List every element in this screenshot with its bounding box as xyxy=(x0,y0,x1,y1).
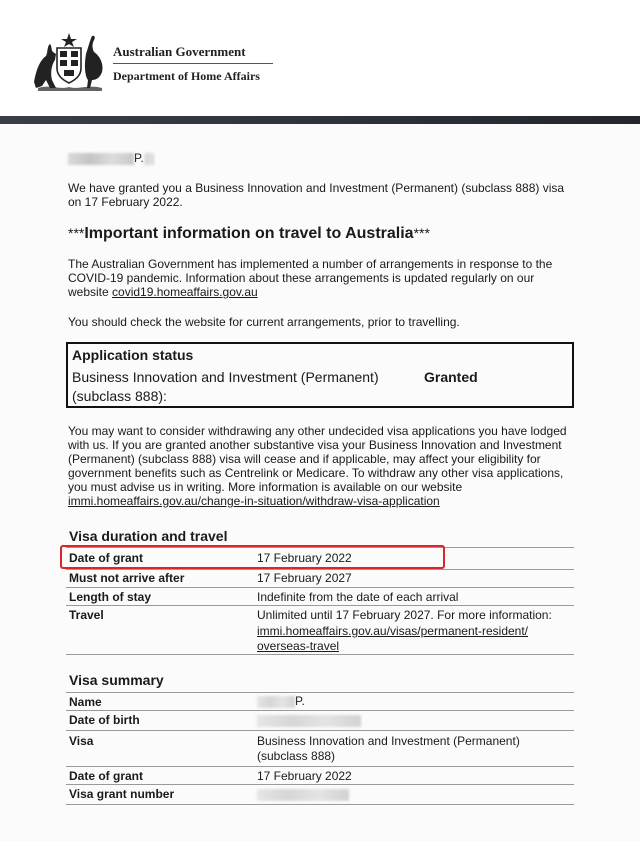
row-label: Date of grant xyxy=(69,769,144,783)
covid-link[interactable]: covid19.homeaffairs.gov.au xyxy=(112,285,258,299)
table-row xyxy=(66,784,574,805)
travel-link[interactable]: immi.homeaffairs.gov.au/visas/permanent-resident/ xyxy=(257,624,529,638)
covid-paragraph: The Australian Government has implemented a number of arrangements in response to the COVID-19 pandemic. Information about these arrangements is updated regularly on our website covid19.homeaffairs.gov.au xyxy=(68,257,553,299)
table-row xyxy=(66,766,574,785)
recipient-name xyxy=(68,151,154,165)
redacted-name-tail xyxy=(144,153,154,165)
row-label: Visa xyxy=(69,734,94,748)
row-value: 17 February 2022 xyxy=(257,769,352,783)
department-name: Department of Home Affairs xyxy=(113,69,260,83)
table-row xyxy=(66,587,574,606)
summary-section-title: Visa summary xyxy=(69,672,164,688)
row-label: Name xyxy=(69,695,102,709)
row-value: 17 February 2027 xyxy=(257,571,352,585)
table-row xyxy=(66,692,574,711)
row-label: Date of birth xyxy=(69,713,140,727)
date-of-grant-highlight xyxy=(60,545,445,569)
redacted-date-of-birth xyxy=(257,713,361,727)
row-value: (subclass 888) xyxy=(257,749,336,763)
table-end-rule xyxy=(66,654,574,656)
table-row xyxy=(66,710,574,729)
row-label: Length of stay xyxy=(69,590,152,604)
row-value: Business Innovation and Investment (Permanent) xyxy=(257,734,520,748)
coat-of-arms-icon xyxy=(30,30,108,92)
grant-intro: We have granted you a Business Innovation and Investment (Permanent) (subclass 888) visa on 17 February 2022. xyxy=(68,181,565,209)
application-status-box xyxy=(66,342,574,408)
withdraw-paragraph: You may want to consider withdrawing any other undecided visa applications you have lodged with us. If you are granted another substantive visa your Business Innovation and Investment (Permanent) (subclass 888) visa will cease and if applicable, may affect your eligibility for government benefits such as Centrelink or Medicare. To withdraw any other visa applications, you must advise us in writing. More information is available on our website immi.homeaffairs.gov.au/change-in-situation/withdraw-visa-application xyxy=(68,424,567,508)
row-label: Must not arrive after xyxy=(69,571,185,585)
government-name: Australian Government xyxy=(113,44,246,59)
row-value: Unlimited until 17 February 2027. For more information: xyxy=(257,608,552,622)
table-end-rule xyxy=(66,804,574,806)
travel-link-continued[interactable]: overseas-travel xyxy=(257,639,340,653)
recipient-suffix: P. xyxy=(134,151,144,165)
row-label: Travel xyxy=(69,608,104,622)
divider xyxy=(113,63,273,64)
row-value: 17 February 2022 xyxy=(257,551,352,565)
status-title: Application status xyxy=(72,347,194,363)
table-row xyxy=(66,569,574,587)
header-band xyxy=(0,116,640,124)
important-heading: ***Important information on travel to Australia*** xyxy=(68,225,430,242)
row-value: P. xyxy=(257,694,305,708)
redacted-grant-number xyxy=(257,787,349,801)
redacted-name xyxy=(257,696,295,708)
status-visa-name: Business Innovation and Investment (Permanent) xyxy=(72,369,379,385)
withdraw-link[interactable]: immi.homeaffairs.gov.au/change-in-situation/withdraw-visa-application xyxy=(68,494,440,508)
duration-section-title: Visa duration and travel xyxy=(69,528,228,544)
row-value: Indefinite from the date of each arrival xyxy=(257,590,459,604)
status-badge: Granted xyxy=(424,369,478,385)
redacted-name xyxy=(68,153,134,165)
status-subclass: (subclass 888): xyxy=(72,388,167,404)
table-row xyxy=(66,730,574,767)
row-label: Date of grant xyxy=(69,551,144,565)
row-label: Visa grant number xyxy=(69,787,175,801)
table-row xyxy=(66,605,574,654)
check-paragraph: You should check the website for current arrangements, prior to travelling. xyxy=(68,315,460,329)
